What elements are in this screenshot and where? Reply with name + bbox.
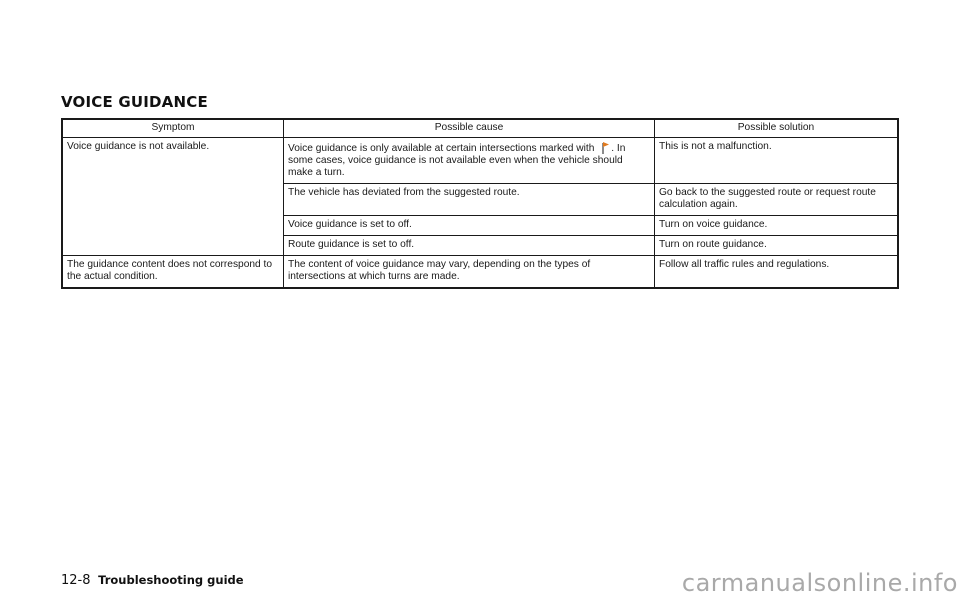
solution-cell: Follow all traffic rules and regulations. [655,256,899,289]
cause-cell: Voice guidance is set to off. [284,216,655,236]
table-row [62,138,898,184]
table-row [62,256,898,289]
section-title: VOICE GUIDANCE [61,93,208,111]
troubleshooting-table [61,118,899,289]
page-number: 12-8 [61,573,91,588]
page-footer [61,572,244,588]
solution-cell: This is not a malfunction. [655,138,899,184]
solution-cell: Go back to the suggested route or request route calculation again. [655,184,899,216]
header-possible-cause: Possible cause [284,119,655,138]
cause-cell: The content of voice guidance may vary, depending on the types of intersections at which turns are made. [284,256,655,289]
flag-icon [600,141,610,154]
cause-cell: The vehicle has deviated from the suggested route. [284,184,655,216]
solution-cell: Turn on voice guidance. [655,216,899,236]
table-header-row [62,119,898,138]
symptom-cell: Voice guidance is not available. [62,138,284,256]
cause-text: Voice guidance is only available at certain intersections marked with [288,143,595,154]
cause-text-continued: . In some cases, voice guidance is not available even when the vehicle should make a turn. [288,143,626,178]
footer-section-name: Troubleshooting guide [98,573,244,587]
cause-cell: Route guidance is set to off. [284,236,655,256]
solution-cell: Turn on route guidance. [655,236,899,256]
header-possible-solution: Possible solution [655,119,899,138]
watermark: carmanualsonline.info [681,569,958,597]
header-symptom: Symptom [62,119,284,138]
cause-cell [284,138,655,184]
symptom-cell: The guidance content does not correspond to the actual condition. [62,256,284,289]
